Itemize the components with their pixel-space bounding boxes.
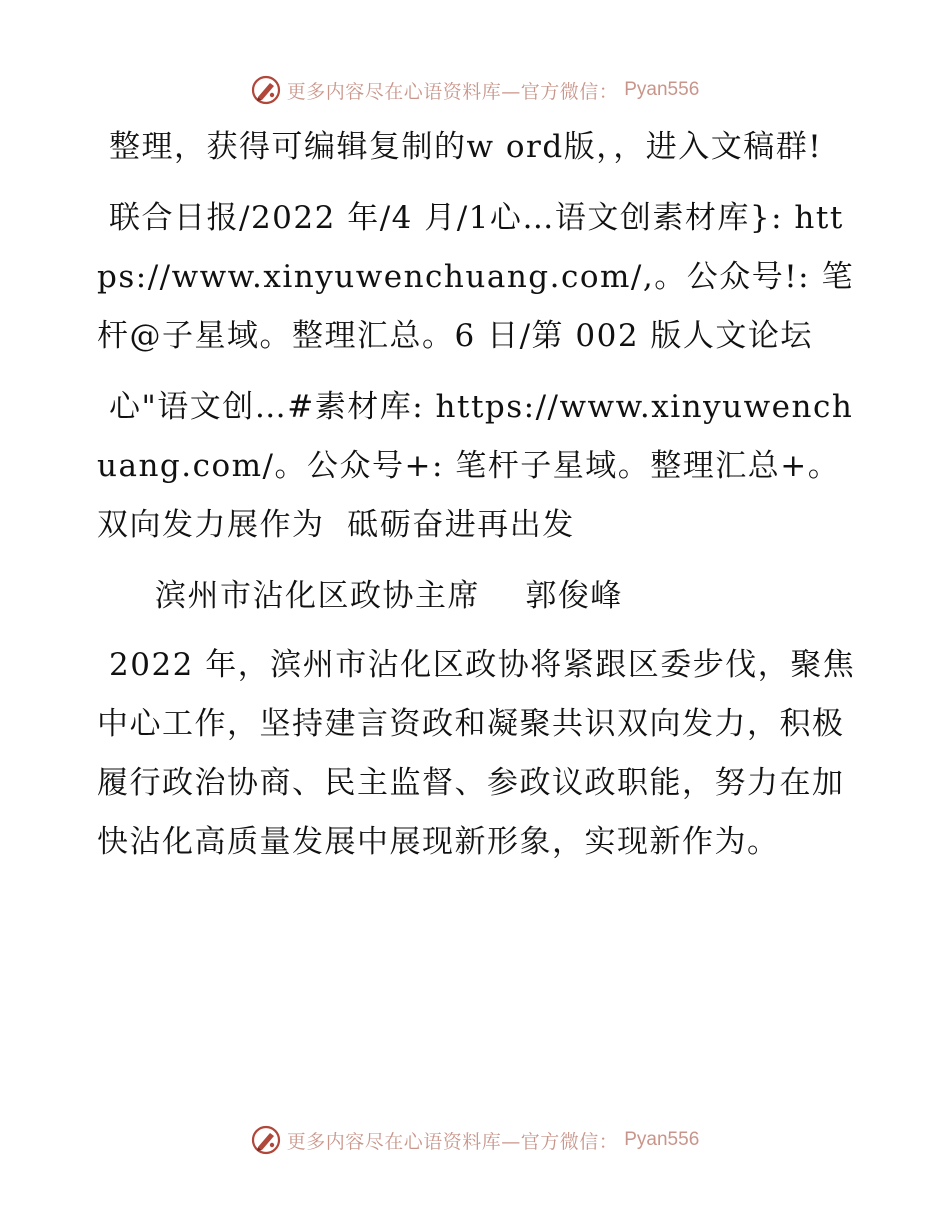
- paragraph-body: 2022 年，滨州市沾化区政协将紧跟区委步伐，聚焦中心工作，坚持建言资政和凝聚共识双向发力，积极履行政治协商、民主监督、参政议政职能，努力在加快沾化高质量发展中展现新形象，实现新作为。: [97, 647, 856, 860]
- watermark-footer: [0, 1120, 950, 1160]
- paragraph-intro: 整理，获得可编辑复制的w ord版，，进入文稿群!: [109, 129, 823, 165]
- watermark-header: [0, 70, 950, 110]
- paragraph-title: 心"语文创…#素材库: https://www.xinyuwenchuang.com/。公众号+: 笔杆子星域。整理汇总+。双向发力展作为 砥砺奋进再出发: [97, 389, 854, 543]
- paragraph-source-info: 联合日报/2022 年/4 月/1心…语文创素材库}: https://www.xinyuwenchuang.com/,。公众号!: 笔杆@子星域。整理汇总。6 日/第 002 版人文论坛: [97, 200, 854, 354]
- watermark-wechat-id: Pyan556: [624, 79, 700, 100]
- document-body: [97, 118, 857, 872]
- watermark-wechat-id: Pyan556: [624, 1129, 700, 1150]
- paragraph-author: 滨州市沾化区政协主席 郭俊峰: [155, 578, 623, 614]
- pen-logo-icon: [251, 1125, 281, 1155]
- watermark-text: 更多内容尽在心语资料库—官方微信：: [286, 1130, 619, 1153]
- pen-logo-icon: [251, 75, 281, 105]
- watermark-text: 更多内容尽在心语资料库—官方微信：: [286, 80, 619, 103]
- watermark-footer-inner: [251, 1125, 700, 1155]
- watermark-header-inner: [251, 75, 700, 105]
